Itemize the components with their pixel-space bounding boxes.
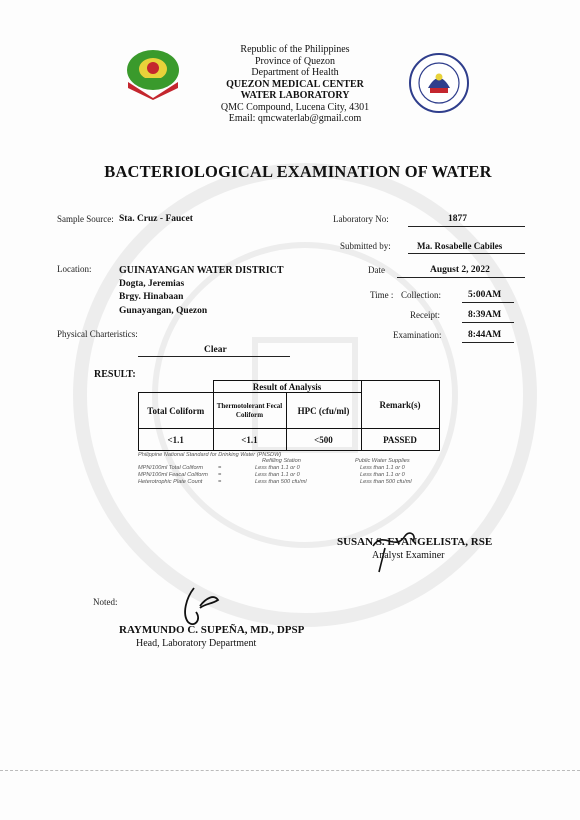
physical-value: Clear: [204, 345, 227, 355]
lab-no-value: 1877: [448, 214, 467, 224]
col-total-coliform-header: Total Coliform: [139, 393, 214, 429]
letterhead-line-province: Province of Quezon: [255, 55, 335, 67]
letterhead-line-email: Email: qmcwaterlab@gmail.com: [228, 113, 362, 124]
standards-row2-public: Less than 1.1 or 0: [360, 472, 405, 478]
collection-underline: [462, 302, 514, 303]
fourmula-one-logo-icon: [122, 48, 184, 100]
examination-value: 8:44AM: [468, 330, 502, 340]
standards-col-refilling: Refilling Station: [262, 458, 301, 464]
time-label: Time :: [370, 290, 394, 300]
standards-row2-refilling: Less than 1.1 or 0: [255, 472, 300, 478]
analyst-role: Analyst Examiner: [372, 550, 445, 561]
head-name: RAYMUNDO C. SUPEÑA, MD., DPSP: [119, 624, 305, 636]
result-table-blank: [139, 381, 214, 393]
page-bottom-divider: [0, 770, 580, 771]
value-thermotolerant: <1.1: [213, 429, 286, 451]
date-underline: [397, 277, 525, 278]
head-role: Head, Laboratory Department: [136, 638, 257, 649]
letterhead-line-center: QUEZON MEDICAL CENTER: [226, 78, 364, 90]
letterhead-line-address: QMC Compound, Lucena City, 4301: [220, 101, 370, 113]
standards-row3-eq: =: [218, 479, 222, 485]
location-line-district: GUINAYANGAN WATER DISTRICT: [119, 265, 284, 276]
value-remark: PASSED: [361, 429, 439, 451]
standards-row3-name: Heterotrophic Plate Count: [138, 479, 203, 485]
submitted-by-underline: [408, 253, 525, 254]
standards-row2-eq: =: [218, 472, 222, 478]
submitted-by-label: Submitted by:: [340, 241, 391, 251]
standards-row1-refilling: Less than 1.1 or 0: [255, 465, 300, 471]
submitted-by-value: Ma. Rosabelle Cabiles: [417, 241, 503, 251]
collection-label: Collection:: [401, 290, 441, 300]
receipt-underline: [462, 322, 514, 323]
location-line-barangay: Brgy. Hinabaan: [119, 292, 184, 302]
value-hpc: <500: [286, 429, 361, 451]
standards-row1-public: Less than 1.1 or 0: [360, 465, 405, 471]
letterhead-line-laboratory: WATER LABORATORY: [240, 90, 350, 101]
location-label: Location:: [57, 264, 92, 274]
examination-label: Examination:: [393, 330, 442, 340]
result-group-header: Result of Analysis: [213, 381, 361, 393]
physical-characteristics-label: Physical Charteristics:: [57, 329, 138, 339]
standards-heading: Philippine National Standard for Drinking Water (PNSDW): [138, 452, 282, 458]
date-label: Date: [368, 265, 385, 275]
standards-row1-eq: =: [218, 465, 222, 471]
standards-row2-name: MPN/100ml Feacal Coliform: [138, 472, 208, 478]
standards-row1-name: MPN/100ml Total Coliform: [138, 465, 204, 471]
lab-no-underline: [408, 226, 525, 227]
province-seal: [408, 52, 470, 114]
col-remark-header: Remark(s): [361, 381, 439, 429]
result-table-spacer: [439, 381, 460, 451]
province-seal-icon: [408, 52, 470, 114]
standards-note: [138, 452, 281, 458]
receipt-label: Receipt:: [410, 310, 440, 320]
location-block: [119, 264, 284, 318]
physical-underline: [138, 356, 290, 357]
result-label: RESULT:: [94, 369, 136, 380]
location-line-town: Gunayangan, Quezon: [119, 305, 208, 316]
collection-value: 5:00AM: [468, 290, 502, 300]
letterhead-line-republic: Republic of the Philippines: [240, 44, 350, 55]
col-thermotolerant-header: Thermotolerant Fecal Coliform: [213, 393, 286, 429]
sample-source-value: Sta. Cruz - Faucet: [119, 214, 193, 224]
letterhead: [190, 44, 400, 125]
lab-no-label: Laboratory No:: [333, 214, 389, 224]
location-line-street: Dogta, Jeremias: [119, 278, 185, 289]
col-hpc-header: HPC (cfu/ml): [286, 393, 361, 429]
analyst-name: SUSAN S. EVANGELISTA, RSE: [337, 536, 493, 548]
receipt-value: 8:39AM: [468, 310, 502, 320]
result-table: [138, 380, 460, 451]
standards-col-public: Public Water Supplies: [355, 458, 410, 464]
document-title: BACTERIOLOGICAL EXAMINATION OF WATER: [104, 162, 492, 181]
value-total-coliform: <1.1: [139, 429, 214, 451]
letterhead-line-department: Department of Health: [251, 67, 339, 78]
sample-source-label: Sample Source:: [57, 214, 114, 224]
standards-row3-public: Less than 500 cfu/ml: [360, 479, 412, 485]
examination-underline: [462, 342, 514, 343]
fourmula-one-logo: [122, 48, 184, 100]
noted-label: Noted:: [93, 597, 118, 607]
date-value: August 2, 2022: [430, 265, 490, 275]
standards-row3-refilling: Less than 500 cfu/ml: [255, 479, 307, 485]
analyst-signature-icon: [365, 522, 425, 574]
